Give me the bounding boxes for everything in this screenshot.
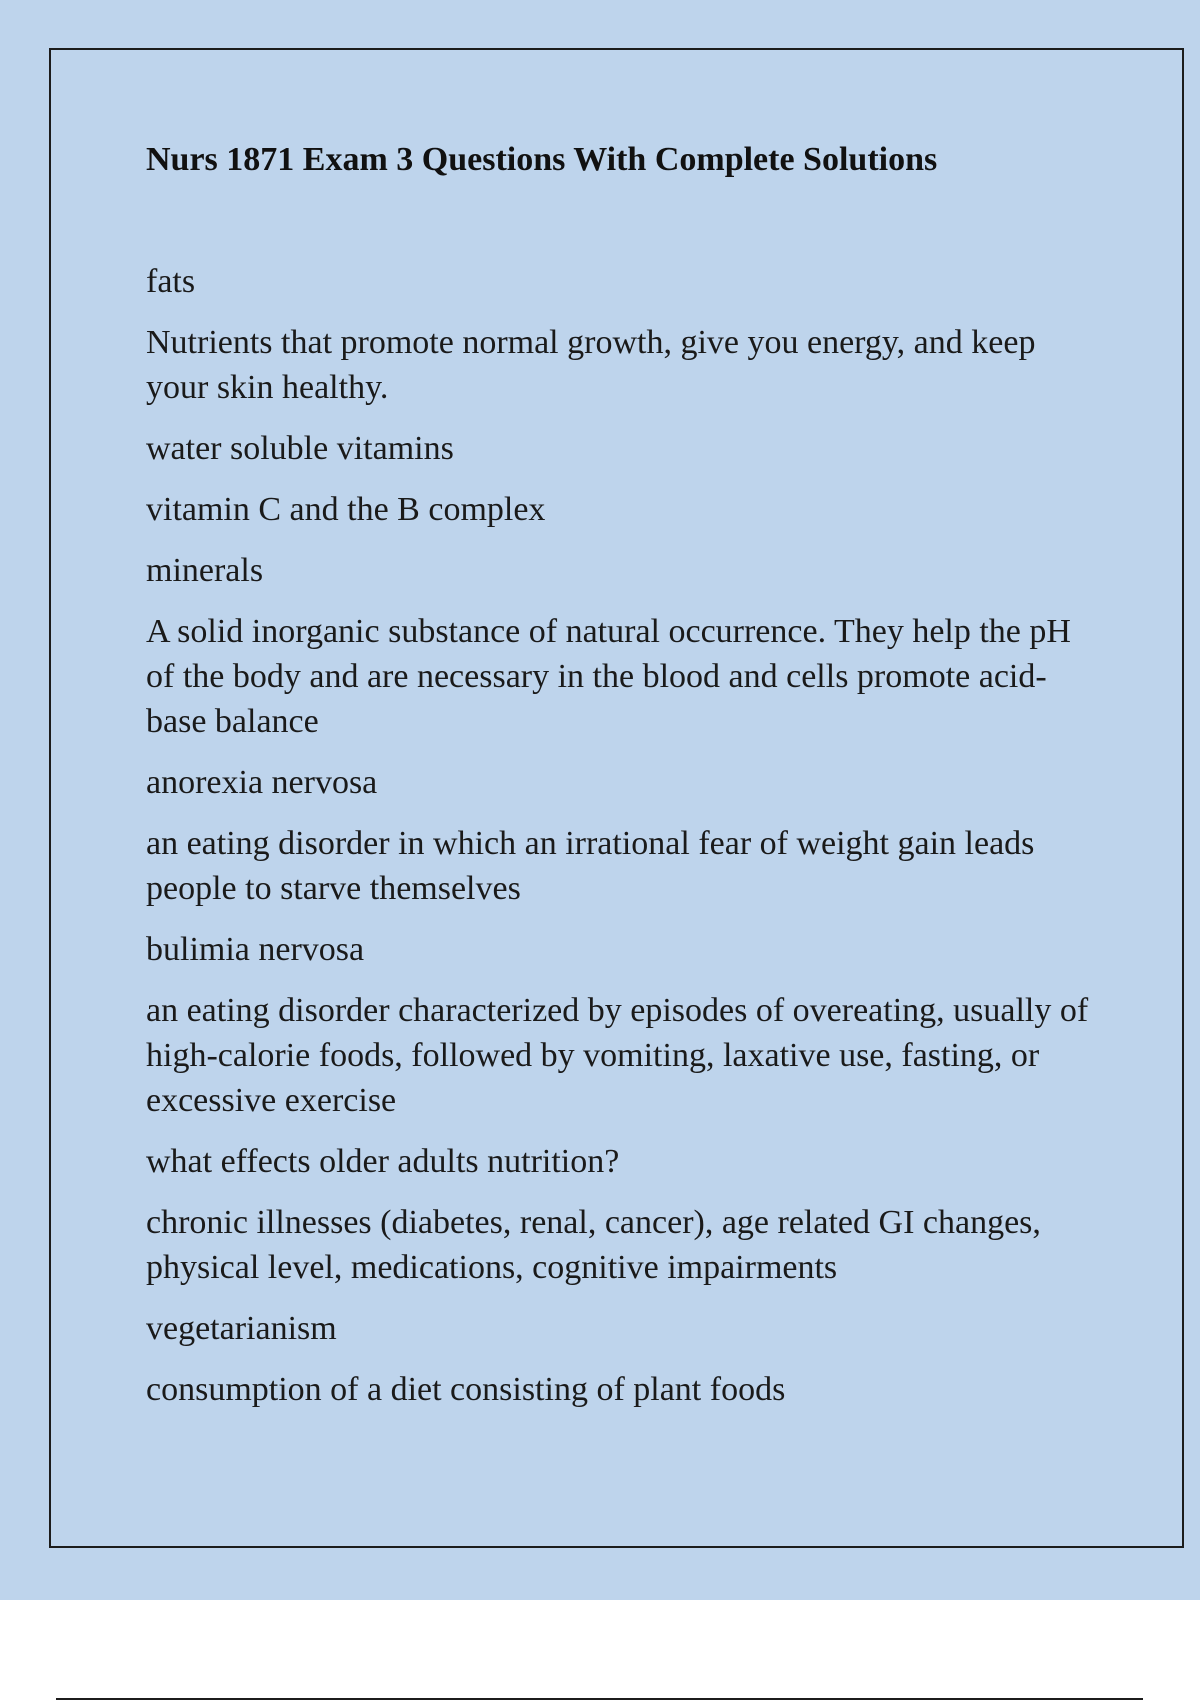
qa-definition: Nutrients that promote normal growth, give you energy, and keep your skin healthy. [146, 323, 1036, 406]
qa-definition: A solid inorganic substance of natural occurrence. They help the pH of the body and are necessary in the blood and cells promote acid-base balance [146, 612, 1071, 740]
qa-definition: an eating disorder in which an irrational fear of weight gain leads people to starve themselves [146, 824, 1035, 907]
qa-term: water soluble vitamins [146, 429, 454, 467]
qa-term: what effects older adults nutrition? [146, 1142, 620, 1180]
qa-term: bulimia nervosa [146, 930, 365, 968]
qa-definition: an eating disorder characterized by episodes of overeating, usually of high-calorie foods, followed by vomiting, laxative use, fasting, or excessive exercise [146, 991, 1089, 1119]
qa-definition: vitamin C and the B complex [146, 490, 546, 528]
qa-term: fats [146, 262, 196, 300]
qa-term: vegetarianism [146, 1309, 337, 1347]
qa-definition: consumption of a diet consisting of plant foods [146, 1370, 786, 1408]
qa-term: anorexia nervosa [146, 763, 378, 801]
qa-definition: chronic illnesses (diabetes, renal, cancer), age related GI changes, physical level, medications, cognitive impairments [146, 1203, 1041, 1286]
document-content [146, 140, 1106, 1428]
qa-term: minerals [146, 551, 264, 589]
document-title: Nurs 1871 Exam 3 Questions With Complete Solutions [146, 141, 938, 178]
qa-list [146, 259, 1106, 1412]
